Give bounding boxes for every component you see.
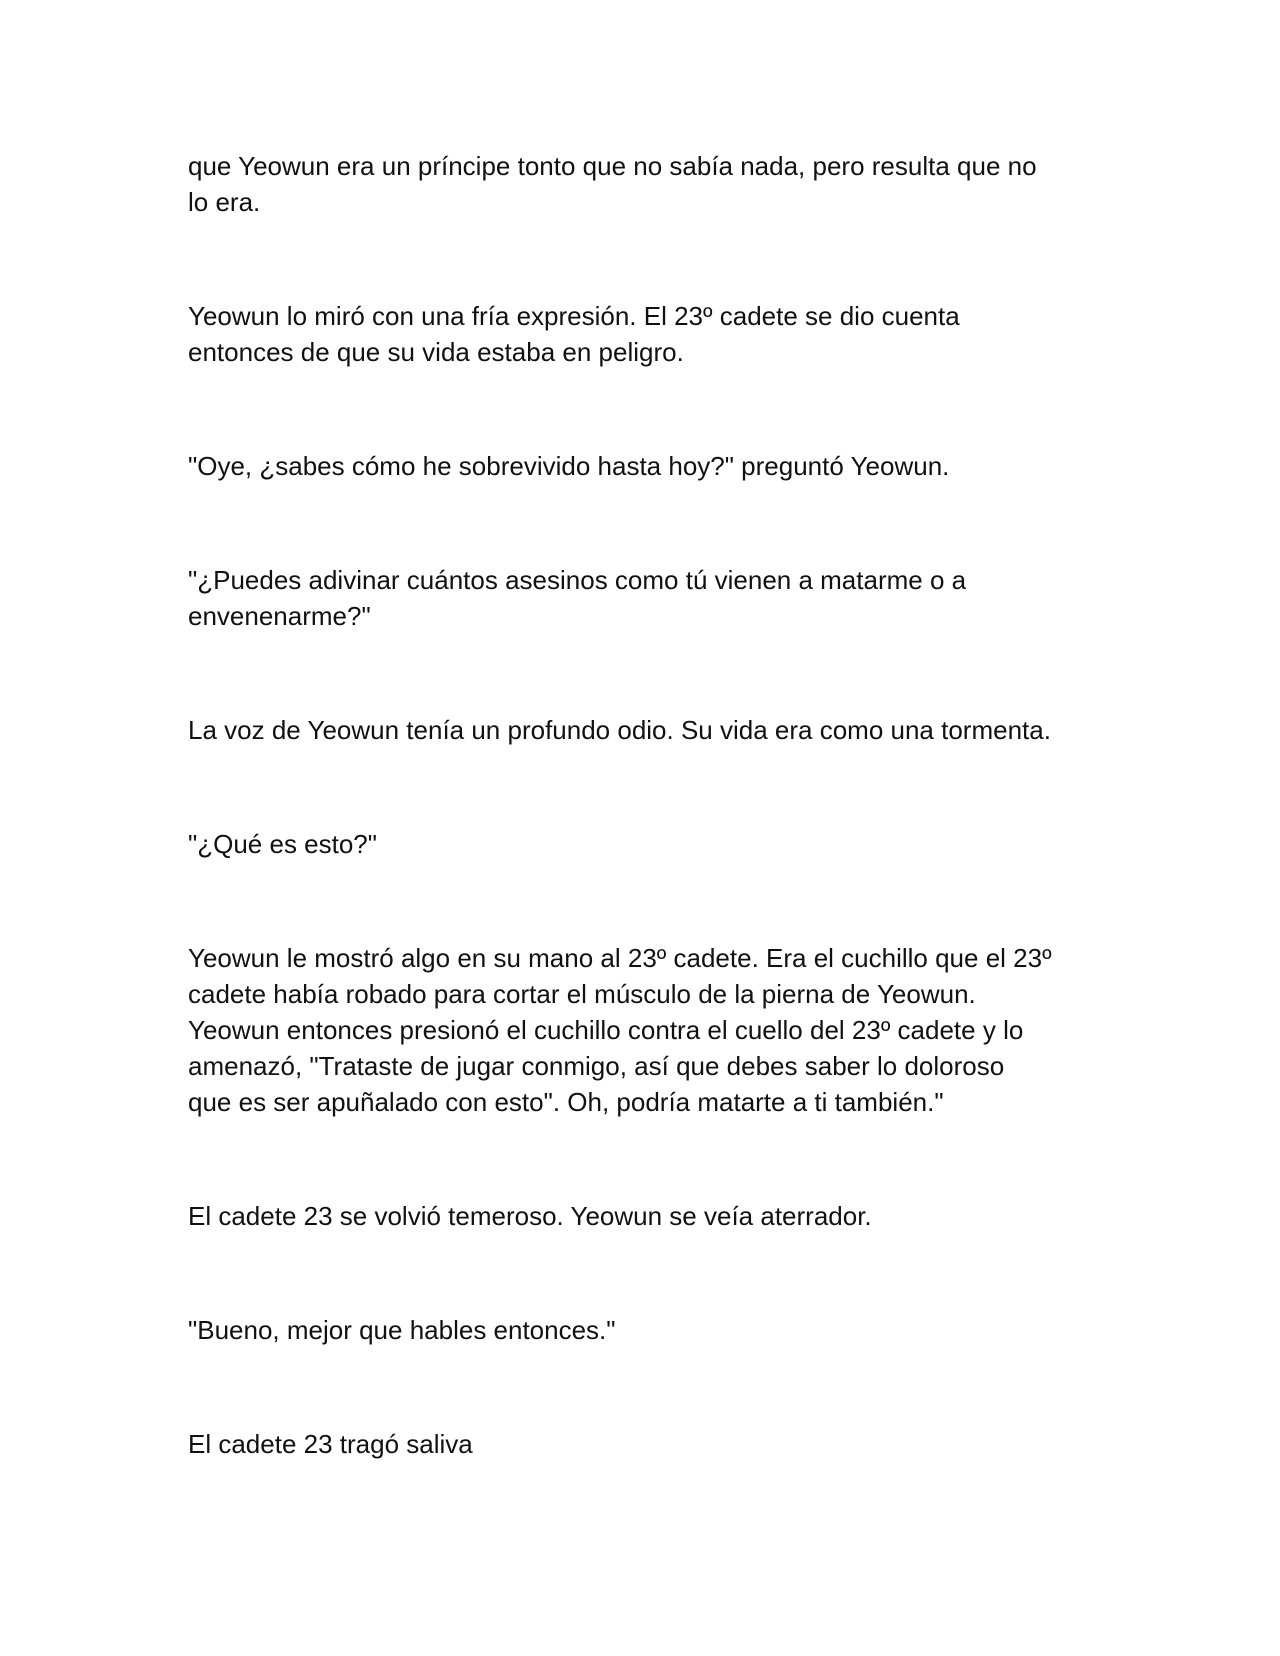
paragraph-6: "¿Qué es esto?": [188, 829, 377, 859]
paragraph-5: La voz de Yeowun tenía un profundo odio. Su vida era como una tormenta.: [188, 715, 1051, 745]
paragraph-2: Yeowun lo miró con una fría expresión. El 23º cadete se dio cuenta entonces de que su vida estaba en peligro.: [188, 301, 960, 367]
paragraph-4: "¿Puedes adivinar cuántos asesinos como tú vienen a matarme o a envenenarme?": [188, 565, 967, 631]
paragraph-1: que Yeowun era un príncipe tonto que no sabía nada, pero resulta que no lo era.: [188, 151, 1037, 217]
paragraph-3: "Oye, ¿sabes cómo he sobrevivido hasta hoy?" preguntó Yeowun.: [188, 451, 950, 481]
paragraph-7: Yeowun le mostró algo en su mano al 23º cadete. Era el cuchillo que el 23º cadete había robado para cortar el músculo de la pierna de Yeowun. Yeowun entonces presionó el cuchillo contra el cuello del 23º cadete y lo amenazó, "Trataste de jugar conmigo, así que debes saber lo doloroso que es ser apuñalado con esto". Oh, podría matarte a ti también.": [188, 943, 1052, 1117]
document-body: [188, 148, 1108, 1462]
paragraph-8: El cadete 23 se volvió temeroso. Yeowun se veía aterrador.: [188, 1201, 872, 1231]
paragraph-9: "Bueno, mejor que hables entonces.": [188, 1315, 616, 1345]
paragraph-10: El cadete 23 tragó saliva: [188, 1429, 473, 1459]
